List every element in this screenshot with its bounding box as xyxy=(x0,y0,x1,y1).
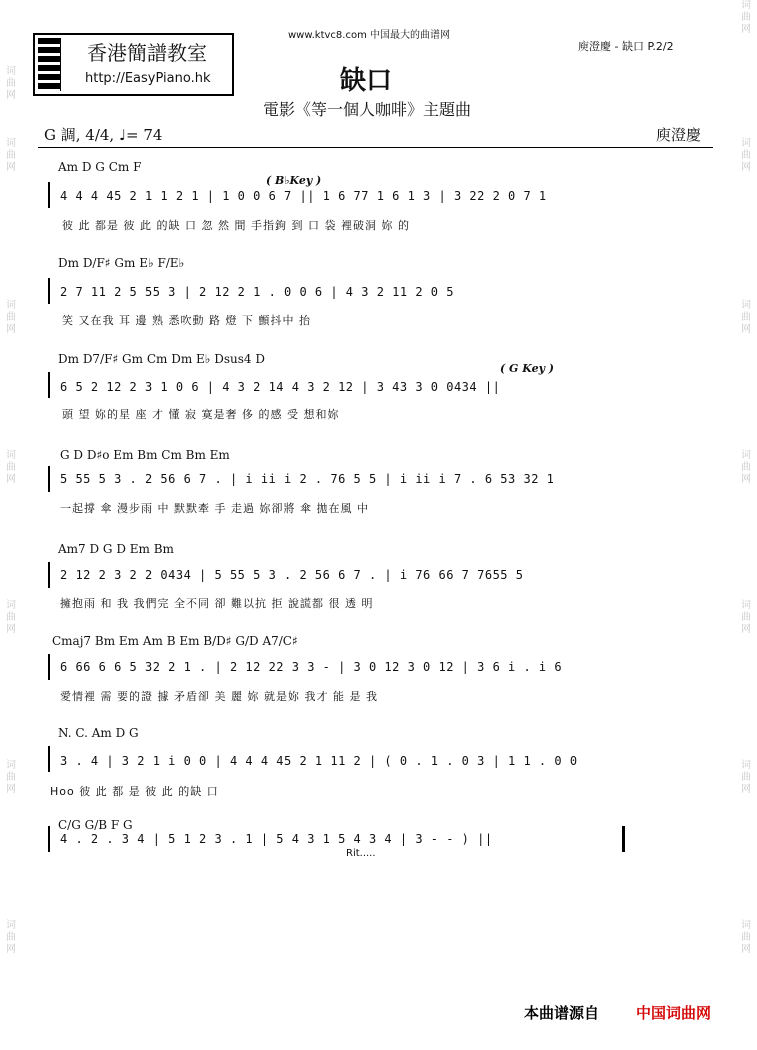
watermark-right-7: 词 曲 网 xyxy=(741,920,751,955)
lyrics-line-7: Hoo 彼 此 都 是 彼 此 的缺 口 xyxy=(50,785,219,798)
notes-line-7: 3 . 4 | 3 2 1 i 0 0 | 4 4 4 45 2 1 11 2 | ( 0 . 1 . 0 3 | 1 1 . 0 0 xyxy=(60,754,578,768)
watermark-left-3: 词 曲 网 xyxy=(6,300,16,335)
barline xyxy=(48,182,50,208)
watermark-right-3: 词 曲 网 xyxy=(741,300,751,335)
chord-line-3: Dm D7/F♯ Gm Cm Dm E♭ Dsus4 D xyxy=(58,352,265,366)
watermark-left-7: 词 曲 网 xyxy=(6,920,16,955)
logo-url: http://EasyPiano.hk xyxy=(85,71,211,86)
watermark-right-4: 词 曲 网 xyxy=(741,450,751,485)
chord-line-1: Am D G Cm F xyxy=(58,160,142,174)
watermark-left-1: 词 曲 网 xyxy=(6,66,16,101)
key-tempo-info: G 調, 4/4, ♩= 74 xyxy=(44,126,163,144)
tempo-mark-rit: Rit..... xyxy=(346,848,376,859)
logo-name: 香港簡譜教室 xyxy=(87,41,207,65)
chord-line-6: Cmaj7 Bm Em Am B Em B/D♯ G/D A7/C♯ xyxy=(52,634,298,648)
chord-line-5: Am7 D G D Em Bm xyxy=(58,542,174,556)
piano-keys-icon xyxy=(38,38,80,91)
chord-line-2: Dm D/F♯ Gm E♭ F/E♭ xyxy=(58,256,185,270)
song-title: 缺口 xyxy=(340,66,393,96)
easypiano-logo xyxy=(33,33,234,96)
source-label: 本曲谱源自 xyxy=(524,1004,600,1022)
watermark-left-5: 词 曲 网 xyxy=(6,600,16,635)
lyrics-line-4: 一起撐 傘 漫步雨 中 默默牽 手 走過 妳卻將 傘 拋在風 中 xyxy=(60,502,369,515)
notes-line-2: 2 7 11 2 5 55 3 | 2 12 2 1 . 0 0 6 | 4 3 2 11 2 0 5 xyxy=(60,285,454,299)
lyrics-line-6: 愛情裡 需 要的證 據 矛盾卻 美 麗 妳 就是妳 我才 能 是 我 xyxy=(60,690,378,703)
lyrics-line-3: 頭 望 妳的星 座 才 懂 寂 寞是奢 侈 的感 受 想和妳 xyxy=(62,408,340,421)
barline xyxy=(48,466,50,492)
final-barline xyxy=(622,826,625,852)
barline xyxy=(48,562,50,588)
barline xyxy=(48,654,50,680)
site-header-text[interactable]: www.ktvc8.com 中国最大的曲谱网 xyxy=(288,30,451,41)
chord-line-7: N. C. Am D G xyxy=(58,726,139,740)
key-change-bb: ( B♭Key ) xyxy=(266,174,322,187)
notes-line-3: 6 5 2 12 2 3 1 0 6 | 4 3 2 14 4 3 2 12 | 3 43 3 0 0434 || xyxy=(60,380,501,394)
lyrics-line-2: 笑 又在我 耳 邊 熟 悉吹動 路 燈 下 顫抖中 抬 xyxy=(62,314,311,327)
singer-name: 庾澄慶 xyxy=(656,126,702,144)
watermark-right-1: 词 曲 网 xyxy=(741,0,751,35)
watermark-right-5: 词 曲 网 xyxy=(741,600,751,635)
key-change-g: ( G Key ) xyxy=(500,362,555,375)
lyrics-line-5: 擁抱雨 和 我 我們完 全不同 卻 難以抗 拒 說謊都 很 透 明 xyxy=(60,597,374,610)
notes-line-6: 6 66 6 6 5 32 2 1 . | 2 12 22 3 3 - | 3 0 12 3 0 12 | 3 6 i . i 6 xyxy=(60,660,563,674)
barline xyxy=(48,746,50,772)
song-subtitle: 電影《等一個人咖啡》主題曲 xyxy=(263,100,472,119)
watermark-left-2: 词 曲 网 xyxy=(6,138,16,173)
page-info: 庾澄慶 - 缺口 P.2/2 xyxy=(578,40,674,53)
source-link[interactable]: 中国词曲网 xyxy=(636,1004,712,1022)
header-rule xyxy=(38,147,713,148)
notes-line-5: 2 12 2 3 2 2 0434 | 5 55 5 3 . 2 56 6 7 . | i 76 66 7 7655 5 xyxy=(60,568,524,582)
watermark-left-6: 词 曲 网 xyxy=(6,760,16,795)
barline xyxy=(48,826,50,852)
notes-line-8: 4 . 2 . 3 4 | 5 1 2 3 . 1 | 5 4 3 1 5 4 3 4 | 3 - - ) || xyxy=(60,832,493,846)
barline xyxy=(48,278,50,304)
watermark-right-6: 词 曲 网 xyxy=(741,760,751,795)
lyrics-line-1: 彼 此 都是 彼 此 的缺 口 忽 然 間 手指鉤 到 口 袋 裡破洞 妳 的 xyxy=(62,219,410,232)
notes-line-1: 4 4 4 45 2 1 1 2 1 | 1 0 0 6 7 || 1 6 77 1 6 1 3 | 3 22 2 0 7 1 xyxy=(60,189,547,203)
chord-line-4: G D D♯o Em Bm Cm Bm Em xyxy=(60,448,230,462)
chord-line-8: C/G G/B F G xyxy=(58,818,133,832)
watermark-left-4: 词 曲 网 xyxy=(6,450,16,485)
notes-line-4: 5 55 5 3 . 2 56 6 7 . | i ii i 2 . 76 5 5 | i ii i 7 . 6 53 32 1 xyxy=(60,472,555,486)
watermark-right-2: 词 曲 网 xyxy=(741,138,751,173)
barline xyxy=(48,372,50,398)
